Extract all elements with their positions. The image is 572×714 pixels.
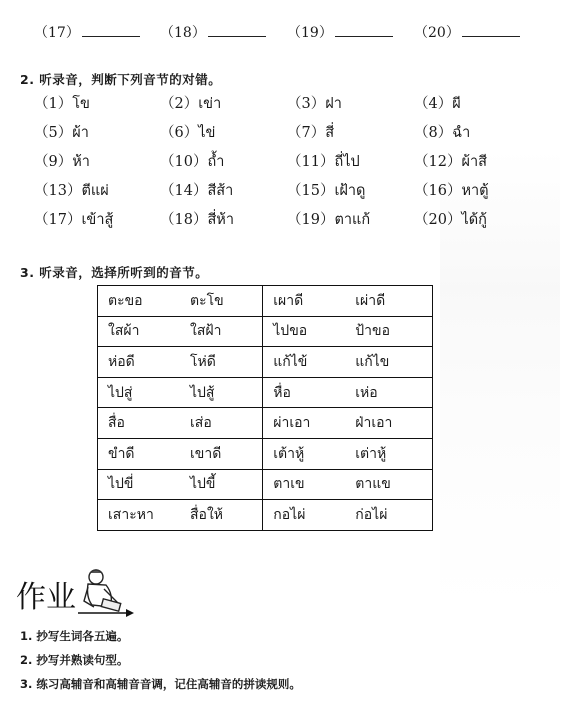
section2-item: （3）ฝา <box>287 96 342 112</box>
option-b[interactable]: เต่าหู้ <box>355 445 387 462</box>
answer-line[interactable] <box>462 24 520 37</box>
option-b[interactable]: เผ่าดี <box>355 292 386 309</box>
table-row <box>98 500 433 531</box>
option-a[interactable]: เสาะหา <box>108 506 154 523</box>
option-a[interactable]: ขำดี <box>108 445 135 462</box>
option-b[interactable]: ก่อไผ่ <box>355 506 388 523</box>
section2-row <box>34 208 554 237</box>
blank-20: （20） <box>414 22 520 42</box>
choice-cell[interactable] <box>263 347 433 378</box>
blank-row <box>0 22 572 44</box>
table-row <box>98 286 433 317</box>
section2-row <box>34 150 554 179</box>
section2-row <box>34 179 554 208</box>
homework-item-3: 3. 练习高辅音和高辅音音调，记住高辅音的拼读规则。 <box>20 677 301 691</box>
section2-item: （12）ผ้าสี <box>414 154 487 170</box>
option-a[interactable]: กอไผ่ <box>273 506 306 523</box>
choice-cell[interactable] <box>98 377 263 408</box>
homework-logo-text: 作业 <box>16 580 76 615</box>
choice-cell[interactable] <box>263 286 433 317</box>
homework-logo <box>14 567 136 617</box>
table-row <box>98 469 433 500</box>
section2-item: （18）สี่ห้า <box>160 212 235 228</box>
option-a[interactable]: ห่อดี <box>108 353 135 370</box>
section2-item: （10）ถ้ำ <box>160 154 225 170</box>
option-b[interactable]: ป้าขอ <box>355 323 390 340</box>
choice-cell[interactable] <box>263 438 433 469</box>
section2-item: （1）โข <box>34 96 90 112</box>
syllable-table <box>97 285 433 531</box>
option-a[interactable]: เต้าหู้ <box>273 445 305 462</box>
answer-line[interactable] <box>208 24 266 37</box>
table-row <box>98 377 433 408</box>
section2-item: （15）เฝ้าดู <box>287 183 366 199</box>
homework-item-2: 2. 抄写并熟读句型。 <box>20 653 129 667</box>
section2-item: （17）เข้าสู้ <box>34 212 114 228</box>
option-a[interactable]: ตะขอ <box>108 292 143 309</box>
option-a[interactable]: หื่อ <box>273 384 291 401</box>
option-a[interactable]: ผ่าเอา <box>273 415 311 432</box>
section2-grid <box>34 92 554 237</box>
option-a[interactable]: สื่อ <box>108 415 125 432</box>
section2-item: （8）ฉำ <box>414 125 471 141</box>
choice-cell[interactable] <box>263 469 433 500</box>
section2-row <box>34 121 554 150</box>
table-row <box>98 438 433 469</box>
section2-item: （11）ถี่ไป <box>287 154 360 170</box>
choice-cell[interactable] <box>98 438 263 469</box>
option-b[interactable]: ไปขี้ <box>190 476 216 493</box>
choice-cell[interactable] <box>98 408 263 439</box>
student-writing-icon <box>84 570 121 611</box>
option-a[interactable]: เผาดี <box>273 292 304 309</box>
section2-item: （20）ได้กู้ <box>414 212 487 228</box>
section2-item: （14）สีส้า <box>160 183 234 199</box>
table-row <box>98 316 433 347</box>
blank-17: （17） <box>34 22 140 42</box>
option-b[interactable]: เขาดี <box>190 445 222 462</box>
blank-18: （18） <box>160 22 266 42</box>
table-row <box>98 347 433 378</box>
option-b[interactable]: สื่อให้ <box>190 506 224 523</box>
homework-item-1: 1. 抄写生词各五遍。 <box>20 629 129 643</box>
choice-cell[interactable] <box>263 500 433 531</box>
section2-item: （4）ผี <box>414 96 461 112</box>
option-b[interactable]: ใสฝ้า <box>190 323 222 340</box>
choice-cell[interactable] <box>98 469 263 500</box>
option-b[interactable]: โห่ดี <box>190 353 216 370</box>
choice-cell[interactable] <box>263 408 433 439</box>
option-a[interactable]: แก้ไข้ <box>273 353 308 370</box>
option-b[interactable]: เส่อ <box>190 415 212 432</box>
choice-cell[interactable] <box>98 347 263 378</box>
choice-cell[interactable] <box>263 377 433 408</box>
option-a[interactable]: ตาเข <box>273 476 305 493</box>
section2-item: （9）ห้า <box>34 154 90 170</box>
section2-item: （19）ตาแก้ <box>287 212 371 228</box>
section2-item: （5）ผ้า <box>34 125 89 141</box>
choice-cell[interactable] <box>98 500 263 531</box>
option-b[interactable]: ตาแข <box>355 476 391 493</box>
option-a[interactable]: ไปสู่ <box>108 384 133 401</box>
option-b[interactable]: ไปสู้ <box>190 384 215 401</box>
option-a[interactable]: ใสผ้า <box>108 323 140 340</box>
section2-row <box>34 92 554 121</box>
section2-title: 2. 听录音，判断下列音节的对错。 <box>20 72 222 87</box>
section2-item: （2）เข่า <box>160 96 222 112</box>
choice-cell[interactable] <box>98 316 263 347</box>
option-a[interactable]: ไปขี่ <box>108 476 134 493</box>
choice-cell[interactable] <box>263 316 433 347</box>
table-row <box>98 408 433 439</box>
option-b[interactable]: เห่อ <box>355 384 378 401</box>
choice-cell[interactable] <box>98 286 263 317</box>
section2-item: （7）สี่ <box>287 125 335 141</box>
section2-item: （6）ไข่ <box>160 125 216 141</box>
option-b[interactable]: แก้ไข <box>355 353 390 370</box>
answer-line[interactable] <box>335 24 393 37</box>
option-b[interactable]: ฝ่าเอา <box>355 415 393 432</box>
option-a[interactable]: ไปขอ <box>273 323 308 340</box>
section2-item: （13）ตีแผ่ <box>34 183 109 199</box>
blank-19: （19） <box>287 22 393 42</box>
arrow-head-icon <box>126 609 134 617</box>
section3-title: 3. 听录音，选择所听到的音节。 <box>20 265 209 280</box>
answer-line[interactable] <box>82 24 140 37</box>
option-b[interactable]: ตะโข <box>190 292 224 309</box>
section2-item: （16）หาตู้ <box>414 183 489 199</box>
